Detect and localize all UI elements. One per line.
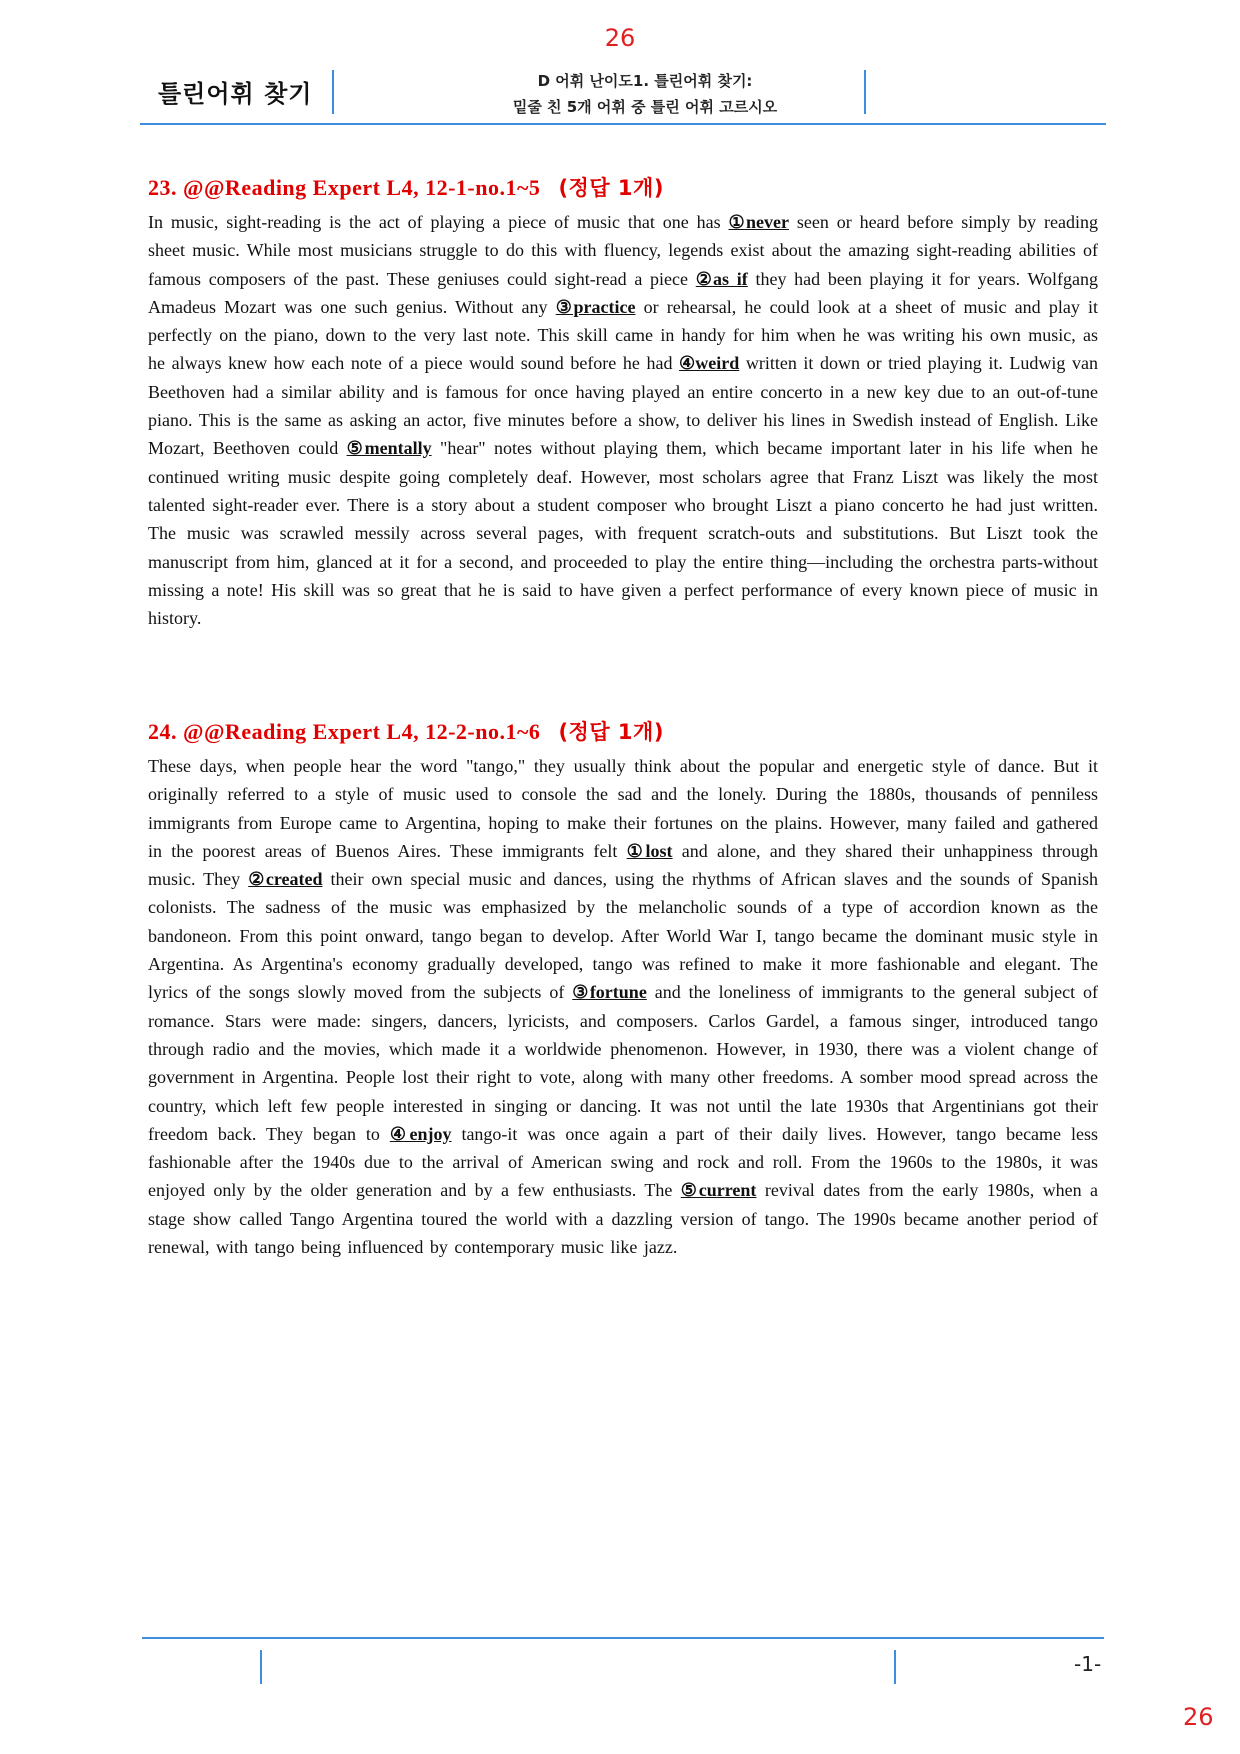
underlined-word-2: ②created <box>248 869 323 890</box>
question-24-passage <box>148 752 1098 1261</box>
question-23-answer-note: (정답 1개) <box>558 176 664 200</box>
passage-text: or rehearsal, he could look at a sheet of music and play it perfectly on the piano, down to the very last note. This skill came in handy for him when he was writing his own music, as he always knew how each note of a piece would sound before he had <box>148 296 1098 374</box>
question-23-heading <box>148 172 1098 202</box>
header-rule <box>140 123 1106 125</box>
header-title: 틀린어휘 찾기 <box>158 80 313 108</box>
passage-text: and the loneliness of immigrants to the general subject of romance. Stars were made: singers, dancers, lyricists, and composers. Carlos Gardel, a famous singer, introduced tango through radio and the movies, which made it a worldwide phenomenon. However, in 1930, there was a violent change of government in Argentina. People lost their right to vote, along with many other freedoms. A somber mood spread across the country, which left few people interested in singing or dancing. It was not until the late 1930s that Argentinians got their freedom back. They began to <box>148 982 1098 1144</box>
passage-text: seen or heard before simply by reading sheet music. While most musicians struggle to do this with fluency, legends exist about the amazing sight-reading abilities of famous composers of the past. These geniuses could sight-read a piece <box>148 212 1098 289</box>
header-subtitle-line2: 밑줄 친 5개 어휘 중 틀린 어휘 고르시오 <box>512 98 778 116</box>
footer-divider-left <box>260 1650 262 1684</box>
question-24-answer-note: (정답 1개) <box>558 720 664 744</box>
question-24-heading <box>148 716 1098 746</box>
underlined-word-3: ③practice <box>555 296 636 317</box>
question-24 <box>148 716 1098 1261</box>
passage-text: "hear" notes without playing them, which became important later in his life when he continued writing music despite going completely deaf. However, most scholars agree that Franz Liszt was likely the most talented sight-reader ever. There is a story about a student composer who brought Liszt a piano concerto he had just written. The music was scrawled messily across several pages, with frequent scratch-outs and substitutions. But Liszt took the manuscript from him, glanced at it for a second, and proceeded to play the entire thing—including the orchestra parts-without missing a note! His skill was so great that he is said to have given a perfect performance of every known piece of music in history. <box>148 438 1098 629</box>
passage-text: written it down or tried playing it. Ludwig van Beethoven had a similar ability and is famous for once having played an entire concerto in a new key due to an out-of-tune piano. This is the same as asking an actor, five minutes before a show, to deliver his lines in Swedish instead of English. Like Mozart, Beethoven could <box>148 353 1098 459</box>
footer-rule <box>142 1637 1104 1639</box>
underlined-word-4: ④enjoy <box>389 1123 452 1144</box>
page-header <box>140 68 1106 126</box>
page-number-bottom: 26 <box>1183 1703 1214 1731</box>
header-divider-right <box>864 70 866 114</box>
underlined-word-1: ①never <box>728 212 789 232</box>
footer-divider-right <box>894 1650 896 1684</box>
passage-text: and alone, and they shared their unhappiness through music. They <box>148 840 1098 890</box>
underlined-word-4: ④weird <box>679 353 740 374</box>
passage-text: These days, when people hear the word "tango," they usually think about the popular and energetic style of dance. But it originally referred to a style of music used to console the sad and the lonely. During the 1880s, thousands of penniless immigrants from Europe came to Argentina, hoping to make their fortunes on the plains. However, many failed and gathered in the poorest areas of Buenos Aires. These immigrants felt <box>148 756 1098 861</box>
underlined-word-5: ⑤current <box>680 1180 757 1201</box>
header-subtitle <box>340 68 950 120</box>
question-23 <box>148 172 1098 632</box>
underlined-word-1: ①lost <box>626 840 673 861</box>
page-number-top: 26 <box>604 24 636 52</box>
underlined-word-5: ⑤mentally <box>346 438 432 459</box>
header-divider-left <box>332 70 334 114</box>
passage-text: In music, sight-reading is the act of playing a piece of music that one has <box>148 212 729 232</box>
passage-text: tango-it was once again a part of their daily lives. However, tango became less fashionable after the 1940s due to the arrival of American swing and rock and roll. From the 1960s to the 1980s, it was enjoyed only by the older generation and by a few enthusiasts. The <box>148 1123 1098 1201</box>
passage-text: revival dates from the early 1980s, when a stage show called Tango Argentina toured the world with a dazzling version of tango. The 1990s became another period of renewal, with tango being influenced by contemporary music like jazz. <box>148 1180 1098 1258</box>
passage-text: they had been playing it for years. Wolfgang Amadeus Mozart was one such genius. Without any <box>148 268 1098 317</box>
header-subtitle-line1: D 어휘 난이도1. 틀린어휘 찾기: <box>537 72 753 90</box>
passage-text: their own special music and dances, using the rhythms of African slaves and the sounds of Spanish colonists. The sadness of the music was emphasized by the melancholic sounds of a type of accordion known as the bandoneon. From this point onward, tango began to develop. After World War I, tango became the dominant music style in Argentina. As Argentina's economy gradually developed, tango was refined to make it more fashionable and elegant. The lyrics of the songs slowly moved from the subjects of <box>148 869 1099 1003</box>
underlined-word-3: ③fortune <box>572 982 647 1003</box>
underlined-word-2: ②as if <box>695 268 748 289</box>
question-23-passage <box>148 208 1098 632</box>
question-24-title: 24. @@Reading Expert L4, 12-2-no.1~6 <box>148 719 541 744</box>
question-23-title: 23. @@Reading Expert L4, 12-1-no.1~5 <box>148 175 541 200</box>
footer-page-label: -1- <box>1074 1652 1102 1676</box>
